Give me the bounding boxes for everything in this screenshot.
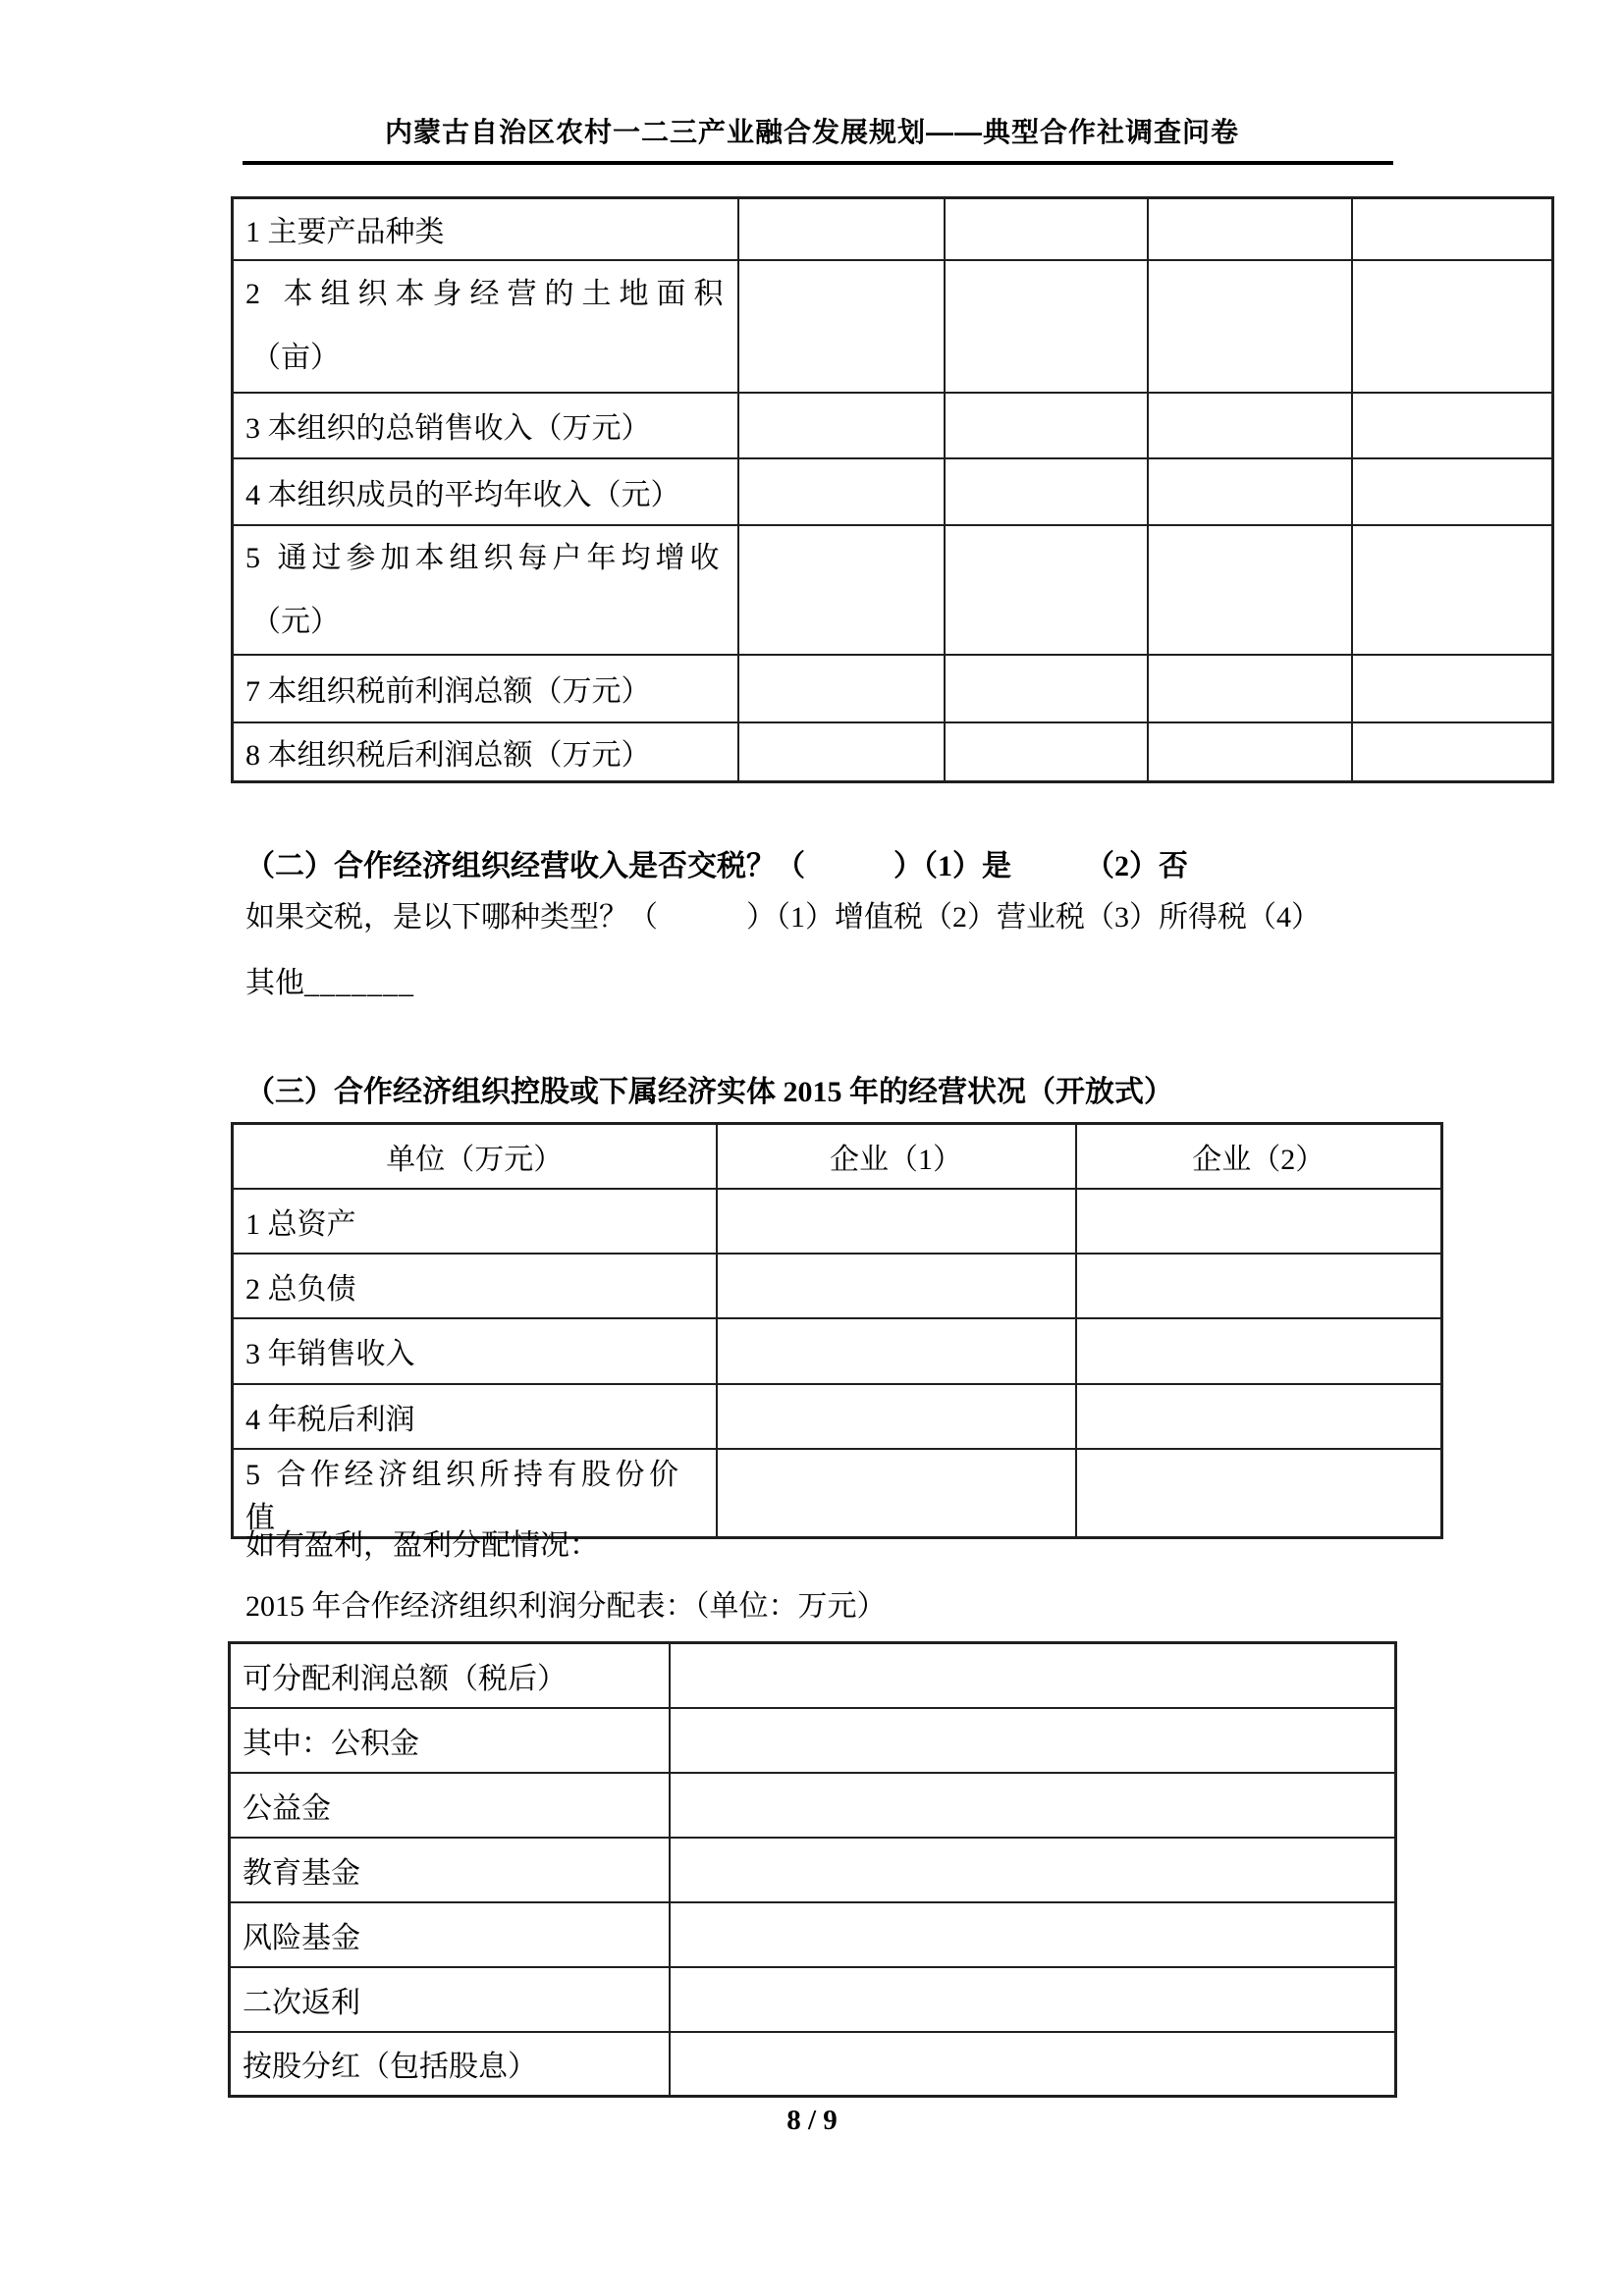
operating-status-table (231, 196, 1554, 783)
profit-distribution-table (228, 1641, 1397, 2098)
table-header-row (233, 1124, 1442, 1189)
row-label: 5 合作经济组织所持有股份价值 (233, 1449, 717, 1538)
answer-cell[interactable] (738, 458, 945, 525)
answer-cell[interactable] (738, 260, 945, 393)
table-row (233, 458, 1553, 525)
answer-cell[interactable] (1148, 260, 1352, 393)
answer-cell[interactable] (717, 1254, 1076, 1318)
section-two-other-line (245, 963, 414, 1004)
column-header: 企业（1） (717, 1124, 1076, 1189)
answer-cell[interactable] (738, 525, 945, 655)
answer-cell[interactable] (670, 1967, 1396, 2032)
column-header: 企业（2） (1076, 1124, 1442, 1189)
row-label (233, 525, 738, 655)
table-row (230, 1643, 1396, 1708)
section-two-heading: （二）合作经济组织经营收入是否交税？（ ）（1）是 （2）否 (245, 850, 1188, 882)
answer-cell[interactable] (945, 655, 1148, 722)
row-label: 可分配利润总额（税后） (230, 1643, 670, 1708)
other-fill-blank[interactable]: _______ (304, 967, 414, 999)
label-line: 2 本组织本身经营的土地面积 (245, 278, 731, 310)
table-row (233, 1384, 1442, 1449)
answer-cell[interactable] (1148, 722, 1352, 782)
answer-cell[interactable] (717, 1318, 1076, 1384)
table-row (230, 1708, 1396, 1773)
answer-cell[interactable] (717, 1449, 1076, 1538)
row-label: 3 年销售收入 (233, 1318, 717, 1384)
answer-cell[interactable] (1352, 198, 1553, 260)
table-row (230, 2032, 1396, 2097)
answer-cell[interactable] (738, 722, 945, 782)
profit-table-title: 2015 年合作经济组织利润分配表：（单位：万元） (245, 1590, 887, 1623)
answer-cell[interactable] (945, 458, 1148, 525)
answer-cell[interactable] (1352, 525, 1553, 655)
row-label: 1 主要产品种类 (233, 198, 738, 260)
row-label: 8 本组织税后利润总额（万元） (233, 722, 738, 782)
answer-cell[interactable] (670, 1708, 1396, 1773)
answer-cell[interactable] (670, 1902, 1396, 1967)
answer-cell[interactable] (1076, 1189, 1442, 1254)
table-row (230, 1838, 1396, 1902)
answer-cell[interactable] (1148, 525, 1352, 655)
row-label: 按股分红（包括股息） (230, 2032, 670, 2097)
row-label: 3 本组织的总销售收入（万元） (233, 393, 738, 458)
table-row (233, 393, 1553, 458)
answer-cell[interactable] (1352, 722, 1553, 782)
answer-cell[interactable] (945, 198, 1148, 260)
answer-cell[interactable] (1352, 393, 1553, 458)
row-label (233, 260, 738, 393)
answer-cell[interactable] (1076, 1449, 1442, 1538)
row-label: 1 总资产 (233, 1189, 717, 1254)
page-number: 8 / 9 (786, 2105, 838, 2136)
row-label: 教育基金 (230, 1838, 670, 1902)
row-label: 风险基金 (230, 1902, 670, 1967)
label-line: （亩） (251, 342, 340, 374)
other-label: 其他 (245, 967, 304, 999)
answer-cell[interactable] (1148, 655, 1352, 722)
section-three-heading: （三）合作经济组织控股或下属经济实体 2015 年的经营状况（开放式） (245, 1076, 1173, 1108)
answer-cell[interactable] (1076, 1318, 1442, 1384)
row-label: 2 总负债 (233, 1254, 717, 1318)
answer-cell[interactable] (945, 260, 1148, 393)
answer-cell[interactable] (738, 655, 945, 722)
table-row (233, 1254, 1442, 1318)
answer-cell[interactable] (945, 393, 1148, 458)
answer-cell[interactable] (945, 525, 1148, 655)
header-rule (243, 161, 1393, 165)
row-label: 公益金 (230, 1773, 670, 1838)
answer-cell[interactable] (1352, 260, 1553, 393)
profit-note: 如有盈利，盈利分配情况： (245, 1529, 599, 1562)
table-row (230, 1967, 1396, 2032)
answer-cell[interactable] (1352, 655, 1553, 722)
answer-cell[interactable] (1352, 458, 1553, 525)
answer-cell[interactable] (1148, 393, 1352, 458)
row-label: 7 本组织税前利润总额（万元） (233, 655, 738, 722)
table-row (233, 1189, 1442, 1254)
answer-cell[interactable] (717, 1189, 1076, 1254)
answer-cell[interactable] (1148, 458, 1352, 525)
answer-cell[interactable] (670, 2032, 1396, 2097)
page-title: 内蒙古自治区农村一二三产业融合发展规划——典型合作社调查问卷 (384, 117, 1239, 147)
answer-cell[interactable] (738, 393, 945, 458)
table-row (233, 198, 1553, 260)
column-header: 单位（万元） (233, 1124, 717, 1189)
table-row (230, 1773, 1396, 1838)
answer-cell[interactable] (717, 1384, 1076, 1449)
row-label: 二次返利 (230, 1967, 670, 2032)
answer-cell[interactable] (1076, 1254, 1442, 1318)
answer-cell[interactable] (945, 722, 1148, 782)
label-line: 5 通过参加本组织每户年均增收 (245, 541, 725, 574)
row-label: 4 年税后利润 (233, 1384, 717, 1449)
table-row (233, 1449, 1442, 1538)
entity-table (231, 1122, 1443, 1539)
table-row (233, 525, 1553, 655)
table-row (233, 655, 1553, 722)
answer-cell[interactable] (670, 1773, 1396, 1838)
answer-cell[interactable] (1076, 1384, 1442, 1449)
table-row (233, 722, 1553, 782)
table-row (230, 1902, 1396, 1967)
label-line: （元） (251, 605, 340, 638)
row-label: 其中：公积金 (230, 1708, 670, 1773)
answer-cell[interactable] (670, 1838, 1396, 1902)
answer-cell[interactable] (670, 1643, 1396, 1708)
row-label: 4 本组织成员的平均年收入（元） (233, 458, 738, 525)
table-row (233, 260, 1553, 393)
section-two-followup: 如果交税，是以下哪种类型？（ ）（1）增值税（2）营业税（3）所得税（4） (245, 901, 1321, 934)
table-row (233, 1318, 1442, 1384)
answer-cell[interactable] (738, 198, 945, 260)
answer-cell[interactable] (1148, 198, 1352, 260)
